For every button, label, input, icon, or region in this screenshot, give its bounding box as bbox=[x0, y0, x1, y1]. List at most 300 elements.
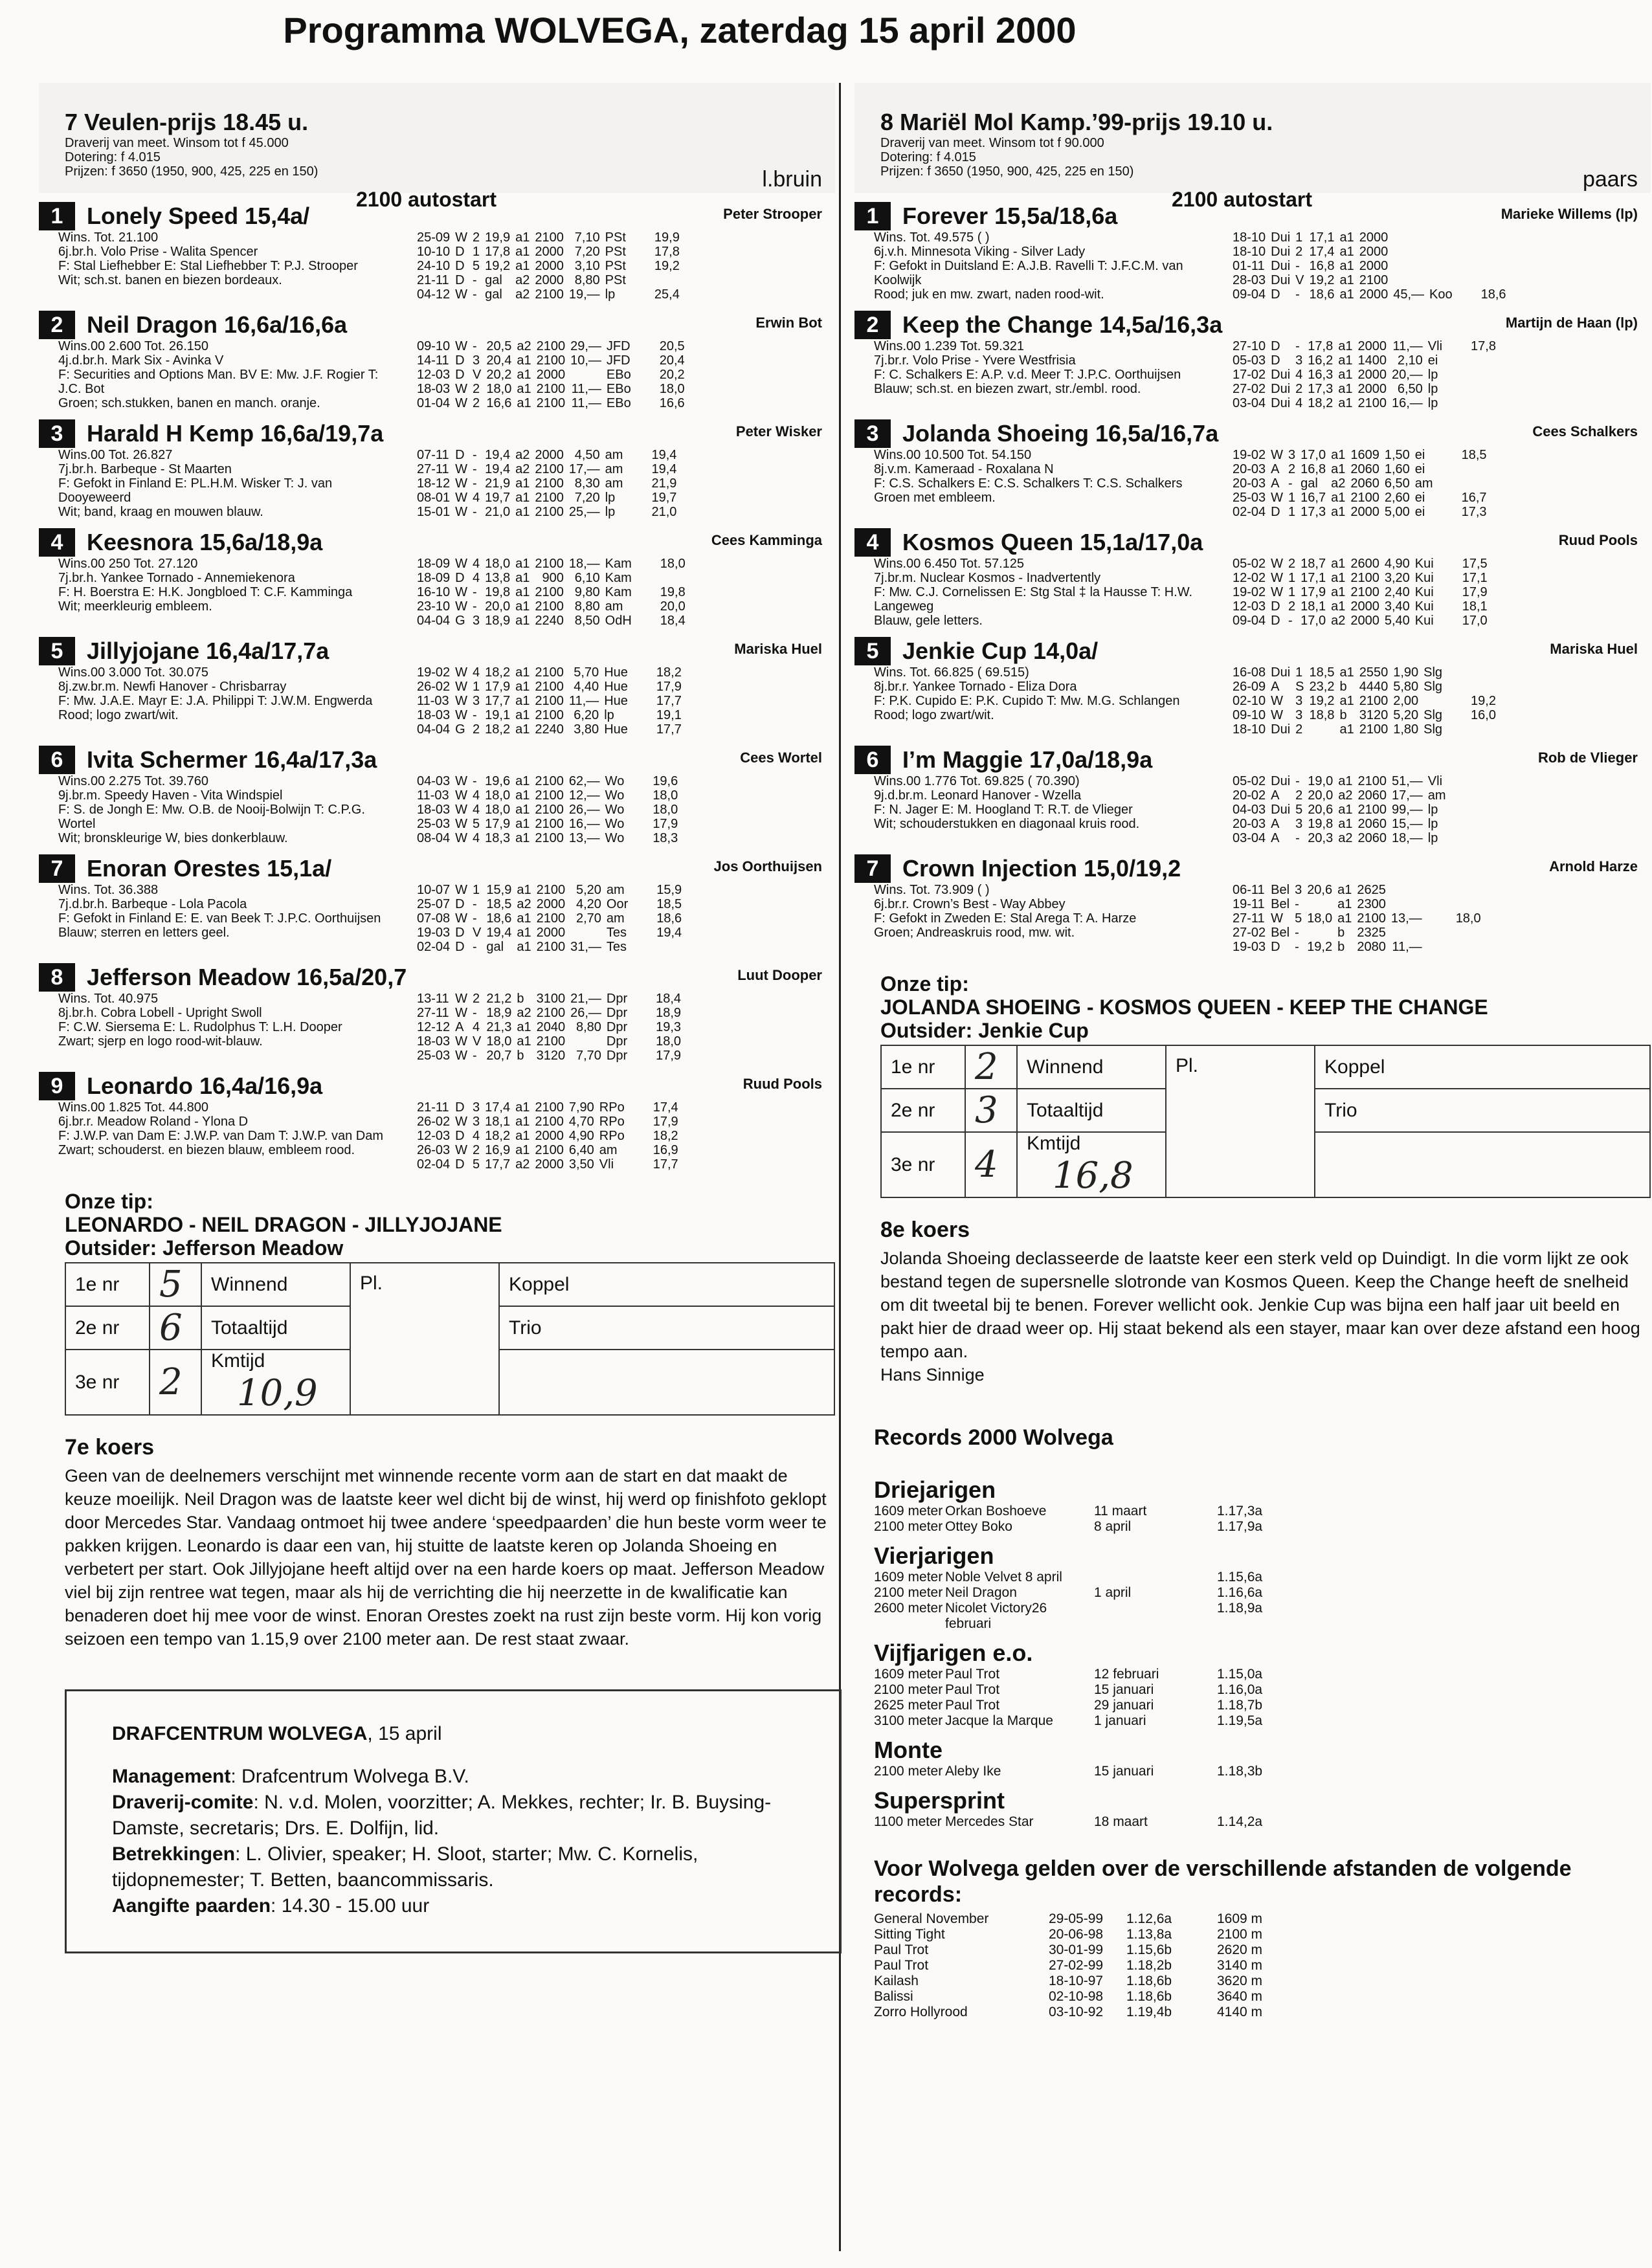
form-cell: 2625 bbox=[1357, 883, 1386, 897]
form-row bbox=[414, 1115, 681, 1129]
horse-name: Lonely Speed 15,4a/ bbox=[87, 203, 310, 229]
form-cell: 17,0 bbox=[1300, 614, 1326, 628]
form-cell: a1 bbox=[1337, 897, 1352, 911]
form-cell: 9,80 bbox=[574, 585, 600, 599]
form-cell: 2000 bbox=[1350, 614, 1379, 628]
form-cell: 1 bbox=[473, 680, 480, 694]
form-cell: 07-11 bbox=[417, 448, 449, 462]
horse-body bbox=[854, 665, 1651, 737]
form-cell: 1 bbox=[473, 883, 480, 897]
horse-info bbox=[39, 774, 401, 845]
form-cell: Hue bbox=[604, 694, 628, 708]
horse-info bbox=[39, 992, 401, 1063]
totaaltijd-label: Totaaltijd bbox=[201, 1306, 350, 1350]
record-cell: 1.19,5a bbox=[1217, 1713, 1263, 1728]
form-cell: Kui bbox=[1414, 571, 1434, 585]
form-cell: a1 bbox=[517, 396, 531, 410]
horse-info-line: Wins. Tot. 36.388 bbox=[58, 883, 159, 897]
form-cell: A bbox=[1271, 788, 1280, 803]
horse-info-line: Blauw; sterren en letters geel. bbox=[58, 926, 230, 940]
form-cell: 20,— bbox=[1391, 368, 1423, 382]
form-cell: lp bbox=[1427, 803, 1438, 817]
form-cell: lp bbox=[604, 708, 614, 722]
form-cell: 2100 bbox=[535, 557, 564, 571]
form-cell: 3 bbox=[473, 353, 480, 368]
form-cell: D bbox=[455, 368, 465, 382]
form-cell: 2000 bbox=[536, 897, 566, 911]
form-cell: W bbox=[455, 476, 468, 491]
form-cell: 18,2 bbox=[485, 665, 511, 680]
form-cell: 10,— bbox=[570, 353, 601, 368]
form-cell: a1 bbox=[1338, 803, 1353, 817]
form-cell: 18,5 bbox=[1461, 448, 1487, 462]
horse-number: 2 bbox=[854, 311, 891, 339]
form-cell: 2 bbox=[473, 722, 480, 737]
form-cell: W bbox=[455, 680, 468, 694]
form-cell: 18,2 bbox=[656, 665, 682, 680]
horse-info-line: Wit; sch.st. banen en biezen bordeaux. bbox=[58, 273, 282, 287]
form-cell: 3 bbox=[1288, 448, 1296, 462]
row-label: 2e nr bbox=[881, 1089, 965, 1132]
form-cell: 2100 bbox=[535, 287, 564, 302]
handwritten-pick: 5 bbox=[150, 1263, 201, 1306]
form-cell bbox=[1455, 245, 1509, 259]
form-cell: 17,9 bbox=[653, 1115, 678, 1129]
form-cell: 2100 bbox=[535, 817, 564, 831]
form-cell: 10-10 bbox=[417, 245, 451, 259]
horse-entry bbox=[854, 311, 1651, 410]
form-cell: 16,6 bbox=[486, 396, 512, 410]
form-cell: W bbox=[455, 396, 468, 410]
form-cell: 1 bbox=[473, 245, 480, 259]
form-cell: 05-03 bbox=[1233, 353, 1266, 368]
form-cell: 18,1 bbox=[1300, 599, 1326, 614]
form-row bbox=[414, 774, 680, 788]
trainer-name: Jos Oorthuijsen bbox=[713, 858, 822, 874]
horse-info-line: 8j.br.h. Cobra Lobell - Upright Swoll bbox=[58, 1006, 262, 1020]
form-cell bbox=[1425, 883, 1430, 897]
horse-name: Jefferson Meadow 16,5a/20,7 bbox=[87, 964, 407, 990]
horse-info bbox=[854, 339, 1217, 410]
horse-body bbox=[39, 557, 835, 628]
form-cell: a1 bbox=[1331, 585, 1346, 599]
form-cell: 1 bbox=[1288, 571, 1296, 585]
form-cell: 27-02 bbox=[1233, 926, 1266, 940]
form-cell: - bbox=[473, 585, 477, 599]
form-cell: - bbox=[1295, 831, 1300, 845]
form-cell: 900 bbox=[542, 571, 564, 585]
form-cell: 2040 bbox=[536, 1020, 566, 1034]
form-cell: 11,— bbox=[1392, 940, 1422, 954]
form-row bbox=[414, 817, 680, 831]
horse-header bbox=[854, 637, 1651, 665]
horse-info-line: Rood; juk en mw. zwart, naden rood-wit. bbox=[874, 287, 1104, 302]
form-cell: 6,50 bbox=[1397, 382, 1423, 396]
record-cell: 8 april bbox=[1094, 1519, 1132, 1534]
form-cell: 12-02 bbox=[1233, 571, 1266, 585]
race-header bbox=[854, 83, 1651, 211]
form-cell: - bbox=[473, 462, 477, 476]
form-cell: 20,4 bbox=[486, 353, 512, 368]
form-row bbox=[414, 680, 684, 694]
form-cell: 1 bbox=[1288, 505, 1296, 519]
form-cell: 51,— bbox=[1391, 774, 1423, 788]
form-row bbox=[414, 708, 684, 722]
form-cell: A bbox=[1271, 476, 1280, 491]
horse-name: Ivita Schermer 16,4a/17,3a bbox=[87, 746, 377, 773]
form-cell: 02-04 bbox=[417, 1157, 451, 1172]
form-cell: D bbox=[455, 259, 465, 273]
form-cell: - bbox=[1295, 926, 1299, 940]
form-cell: 18,1 bbox=[485, 1115, 511, 1129]
form-cell: Dui bbox=[1271, 803, 1291, 817]
form-cell: 2100 bbox=[1357, 911, 1386, 926]
form-cell: a1 bbox=[1339, 694, 1354, 708]
form-cell: 2100 bbox=[535, 831, 564, 845]
form-cell: Wo bbox=[605, 831, 625, 845]
form-row bbox=[1230, 585, 1490, 599]
form-cell: 2240 bbox=[535, 722, 564, 737]
form-cell: 18,— bbox=[1391, 831, 1423, 845]
form-cell: a1 bbox=[515, 491, 530, 505]
form-cell bbox=[1436, 476, 1490, 491]
form-cell: 11,— bbox=[571, 396, 601, 410]
form-cell: 4 bbox=[1295, 368, 1303, 382]
record-cell: 1609 meter bbox=[874, 1570, 943, 1584]
form-cell: 2 bbox=[1295, 788, 1303, 803]
form-cell: 19,1 bbox=[656, 708, 682, 722]
form-cell: 16,8 bbox=[1300, 462, 1326, 476]
record-row bbox=[874, 1814, 1651, 1830]
form-cell bbox=[1449, 831, 1477, 845]
form-row bbox=[414, 353, 687, 368]
form-cell: 2 bbox=[1295, 382, 1303, 396]
record-cell: 1.18,9a bbox=[1217, 1601, 1263, 1616]
form-cell: - bbox=[1295, 339, 1300, 353]
form-cell: 19-02 bbox=[417, 665, 451, 680]
empty-cell bbox=[499, 1350, 834, 1415]
horse-info-line: 8j.v.m. Kameraad - Roxalana N bbox=[874, 462, 1054, 476]
form-cell: W bbox=[455, 339, 468, 353]
form-cell: 17,7 bbox=[656, 694, 682, 708]
horse-info-line: Wins. Tot. 66.825 ( 69.515) bbox=[874, 665, 1029, 680]
form-cell: 20,2 bbox=[486, 368, 512, 382]
track-records-list bbox=[874, 1911, 1651, 2020]
form-cell: 26-09 bbox=[1233, 680, 1266, 694]
form-cell: 17,7 bbox=[485, 694, 511, 708]
handwritten-pick: 4 bbox=[965, 1132, 1017, 1197]
form-cell: PSt bbox=[605, 230, 626, 245]
form-cell: 18,7 bbox=[1300, 557, 1326, 571]
horse-entry bbox=[39, 637, 835, 737]
form-cell: D bbox=[1271, 614, 1280, 628]
form-cell: Dui bbox=[1271, 774, 1291, 788]
form-cell: 18,2 bbox=[485, 1129, 511, 1143]
form-cell: A bbox=[455, 1020, 464, 1034]
horse-list bbox=[854, 202, 1651, 954]
form-cell: W bbox=[1271, 491, 1284, 505]
form-cell: W bbox=[455, 665, 468, 680]
form-cell: 2100 bbox=[536, 1006, 566, 1020]
management-text: : Drafcentrum Wolvega B.V. bbox=[230, 1766, 469, 1787]
race-info-line: Prijzen: f 3650 (1950, 900, 425, 225 en 150) bbox=[880, 164, 1134, 179]
form-cell: 1609 bbox=[1350, 448, 1379, 462]
form-table bbox=[414, 557, 688, 628]
form-block bbox=[414, 230, 682, 302]
form-cell: 04-03 bbox=[417, 774, 451, 788]
form-cell: am bbox=[1414, 476, 1433, 491]
form-cell: 4,90 bbox=[568, 1129, 594, 1143]
form-cell: 26,— bbox=[570, 1006, 601, 1020]
form-cell: 7,70 bbox=[575, 1049, 601, 1063]
horse-header bbox=[39, 202, 835, 230]
handwritten-time: 10,9 bbox=[237, 1372, 318, 1414]
form-cell: W bbox=[455, 992, 468, 1006]
form-cell: 2100 bbox=[535, 585, 564, 599]
form-cell bbox=[1389, 883, 1425, 897]
record-cell bbox=[1094, 1570, 1217, 1585]
form-cell: 18,6 bbox=[656, 911, 682, 926]
form-cell: 1 bbox=[1295, 230, 1303, 245]
trainer-name: Cees Kamminga bbox=[711, 532, 822, 548]
form-cell bbox=[1425, 897, 1430, 911]
horse-info-line: F: Mw. C.J. Cornelissen E: Stg Stal ‡ la Hausse T: H.W. Langeweg bbox=[874, 585, 1193, 614]
form-cell: 27-10 bbox=[1233, 339, 1266, 353]
form-cell: gal bbox=[485, 287, 502, 302]
form-cell: 20,6 bbox=[1308, 803, 1334, 817]
form-cell: W bbox=[455, 505, 468, 519]
form-cell: W bbox=[455, 708, 468, 722]
form-cell: 17,9 bbox=[656, 680, 682, 694]
records-title: Records 2000 Wolvega bbox=[874, 1425, 1113, 1450]
form-cell bbox=[1427, 230, 1455, 245]
horse-name: Leonardo 16,4a/16,9a bbox=[87, 1073, 323, 1099]
form-cell: 18,9 bbox=[485, 614, 511, 628]
horse-info-line: F: Gefokt in Finland E: PL.H.M. Wisker T: J. van Dooyeweerd bbox=[58, 476, 333, 505]
handwritten-pick: 2 bbox=[150, 1350, 201, 1415]
form-cell: PSt bbox=[605, 245, 626, 259]
record-cell: 1 januari bbox=[1094, 1713, 1146, 1728]
horse-number: 5 bbox=[39, 637, 75, 665]
form-cell: a1 bbox=[1331, 491, 1346, 505]
form-cell: 19,4 bbox=[485, 462, 511, 476]
form-cell: 2100 bbox=[535, 599, 564, 614]
form-cell bbox=[629, 273, 682, 287]
horse-info-line: Zwart; sjerp en logo rood-wit-blauw. bbox=[58, 1034, 263, 1049]
horse-info-line: Wins. Tot. 21.100 bbox=[58, 230, 159, 245]
form-cell: 2 bbox=[473, 992, 480, 1006]
form-cell: 15,9 bbox=[486, 883, 512, 897]
form-cell: 18,9 bbox=[656, 1006, 682, 1020]
form-cell: a2 bbox=[1338, 831, 1353, 845]
form-cell: Wo bbox=[605, 788, 625, 803]
horse-entry bbox=[854, 528, 1651, 628]
outsider-text: Outsider: Jefferson Meadow bbox=[65, 1236, 344, 1260]
form-cell: ei bbox=[1414, 491, 1425, 505]
form-cell: 3 bbox=[473, 1100, 480, 1115]
form-cell: 12,— bbox=[568, 788, 600, 803]
horse-info-line: F: Gefokt in Finland E: E. van Beek T: J.P.C. Oorthuijsen bbox=[58, 911, 381, 926]
record-cell: 1.17,3a bbox=[1217, 1504, 1263, 1518]
form-cell: PSt bbox=[605, 273, 626, 287]
record-cell: Paul Trot bbox=[945, 1667, 1000, 1682]
form-cell: 3 bbox=[473, 614, 480, 628]
form-cell: 19-03 bbox=[417, 926, 451, 940]
form-cell: W bbox=[455, 883, 468, 897]
form-cell: 11,— bbox=[571, 382, 601, 396]
form-cell: 45,— bbox=[1393, 287, 1425, 302]
form-cell: 5,80 bbox=[1393, 680, 1419, 694]
form-cell: W bbox=[455, 287, 468, 302]
horse-info-line: Wins. Tot. 73.909 ( ) bbox=[874, 883, 990, 897]
horse-info bbox=[39, 339, 401, 410]
race-info-line: Draverij van meet. Winsom tot f 45.000 bbox=[65, 136, 289, 150]
form-cell: 24-10 bbox=[417, 259, 451, 273]
form-cell: 17,8 bbox=[1471, 339, 1496, 353]
record-cell: 1.15,6a bbox=[1217, 1570, 1263, 1584]
form-cell: 2100 bbox=[535, 1115, 564, 1129]
form-table bbox=[1230, 230, 1509, 302]
form-block bbox=[414, 557, 688, 628]
form-cell: Bel bbox=[1271, 926, 1290, 940]
race-info-line: Dotering: f 4.015 bbox=[65, 150, 161, 164]
form-cell: A bbox=[1271, 817, 1280, 831]
form-cell: a1 bbox=[517, 940, 531, 954]
record-cell: 03-10-92 bbox=[1049, 2005, 1104, 2019]
form-cell: b bbox=[517, 992, 524, 1006]
form-cell: 12-03 bbox=[417, 368, 451, 382]
form-cell: Wo bbox=[605, 817, 625, 831]
horse-header bbox=[854, 419, 1651, 448]
form-cell: RPo bbox=[599, 1115, 625, 1129]
form-cell: 4,50 bbox=[574, 448, 600, 462]
form-block bbox=[414, 1100, 681, 1172]
form-cell: 17,0 bbox=[1462, 614, 1488, 628]
horse-info-line: 6j.br.r. Crown’s Best - Way Abbey bbox=[874, 897, 1066, 911]
record-cell: 1.16,0a bbox=[1217, 1682, 1263, 1697]
form-cell: 4 bbox=[473, 557, 480, 571]
record-cell: 2100 m bbox=[1217, 1927, 1263, 1942]
bet-table bbox=[880, 1045, 1651, 1198]
horse-number: 3 bbox=[854, 419, 891, 448]
form-cell: 10-07 bbox=[417, 883, 451, 897]
form-cell: 2,40 bbox=[1384, 585, 1410, 599]
form-cell: 2,10 bbox=[1397, 353, 1423, 368]
form-cell bbox=[1427, 259, 1455, 273]
form-cell: Dui bbox=[1271, 722, 1291, 737]
form-cell: Slg bbox=[1423, 680, 1443, 694]
trainer-name: Marieke Willems (lp) bbox=[1501, 206, 1638, 222]
form-cell: a1 bbox=[515, 245, 530, 259]
form-cell: 2000 bbox=[1357, 382, 1387, 396]
form-cell: 18,3 bbox=[485, 831, 511, 845]
form-cell: 19-03 bbox=[1233, 940, 1266, 954]
horse-info-line: F: P.K. Cupido E: P.K. Cupido T: Mw. M.G. Schlangen bbox=[874, 694, 1180, 708]
form-table bbox=[1230, 339, 1499, 410]
track-record-row bbox=[874, 1973, 1651, 1989]
handwritten-pick: 3 bbox=[965, 1089, 1017, 1132]
form-cell: - bbox=[1288, 614, 1293, 628]
form-cell bbox=[1445, 396, 1499, 410]
page-title: Programma WOLVEGA, zaterdag 15 april 2000 bbox=[283, 10, 1077, 50]
form-cell bbox=[1449, 788, 1477, 803]
record-cell: 2620 m bbox=[1217, 1942, 1263, 1957]
form-cell: 62,— bbox=[568, 774, 600, 788]
koppel-label: Koppel bbox=[1315, 1045, 1650, 1089]
form-cell: 3,50 bbox=[568, 1157, 594, 1172]
form-cell: 04-03 bbox=[1233, 803, 1266, 817]
horse-header bbox=[39, 419, 835, 448]
form-cell: 4 bbox=[473, 571, 480, 585]
form-cell: 2000 bbox=[535, 259, 564, 273]
form-cell: a2 bbox=[515, 287, 530, 302]
form-cell: 21,0 bbox=[485, 505, 511, 519]
form-cell: 19-02 bbox=[1233, 448, 1266, 462]
form-cell: 21-11 bbox=[417, 1100, 449, 1115]
drafcentrum-box bbox=[65, 1689, 842, 1953]
form-cell: 25-03 bbox=[417, 1049, 451, 1063]
form-cell: 19,9 bbox=[654, 230, 680, 245]
form-cell: 25-03 bbox=[417, 817, 451, 831]
form-cell: D bbox=[455, 1157, 465, 1172]
form-table bbox=[414, 1100, 681, 1172]
form-cell: 3 bbox=[1295, 353, 1303, 368]
form-cell bbox=[1455, 230, 1509, 245]
horse-info-line: F: Gefokt in Zweden E: Stal Arega T: A. Harze bbox=[874, 911, 1137, 926]
form-cell bbox=[1445, 680, 1499, 694]
form-block bbox=[1230, 774, 1477, 845]
form-cell: - bbox=[473, 505, 477, 519]
form-cell: 11,— bbox=[568, 694, 599, 708]
form-cell: 19,2 bbox=[1307, 940, 1333, 954]
form-row bbox=[414, 897, 684, 911]
form-cell: a1 bbox=[1338, 353, 1353, 368]
track-record-row bbox=[874, 1927, 1651, 1942]
horse-name: Neil Dragon 16,6a/16,6a bbox=[87, 311, 348, 338]
form-cell: 2100 bbox=[535, 1100, 564, 1115]
form-cell: 16,0 bbox=[1471, 708, 1496, 722]
form-cell: D bbox=[455, 940, 465, 954]
record-cell: Sitting Tight bbox=[874, 1927, 945, 1942]
form-cell: 15,— bbox=[1391, 817, 1423, 831]
form-cell: a1 bbox=[1331, 448, 1346, 462]
form-row bbox=[1230, 940, 1484, 954]
horse-header bbox=[854, 528, 1651, 557]
record-cell: Paul Trot bbox=[945, 1682, 1000, 1697]
form-table bbox=[414, 230, 682, 302]
race-info-line: Draverij van meet. Winsom tot f 90.000 bbox=[880, 136, 1104, 150]
record-cell: 29-05-99 bbox=[1049, 1911, 1104, 1926]
form-cell: W bbox=[455, 462, 468, 476]
horse-info-line: Wins.00 1.825 Tot. 44.800 bbox=[58, 1100, 209, 1115]
horse-name: Jolanda Shoeing 16,5a/16,7a bbox=[902, 420, 1219, 447]
form-cell: 2000 bbox=[535, 448, 564, 462]
form-cell: 29,— bbox=[570, 339, 601, 353]
horse-header bbox=[39, 1072, 835, 1100]
form-row bbox=[414, 1034, 684, 1049]
record-category: Vijfjarigen e.o. bbox=[874, 1640, 1033, 1666]
form-block bbox=[1230, 230, 1509, 302]
form-row bbox=[414, 462, 679, 476]
form-cell: 2100 bbox=[535, 491, 564, 505]
form-cell: Oor bbox=[606, 897, 629, 911]
form-cell: a1 bbox=[517, 926, 531, 940]
horse-info-line: Wins. Tot. 40.975 bbox=[58, 992, 159, 1006]
bet-table bbox=[65, 1262, 835, 1416]
form-cell: A bbox=[1271, 831, 1280, 845]
horse-entry bbox=[39, 746, 835, 845]
race-7-column bbox=[39, 83, 835, 1953]
